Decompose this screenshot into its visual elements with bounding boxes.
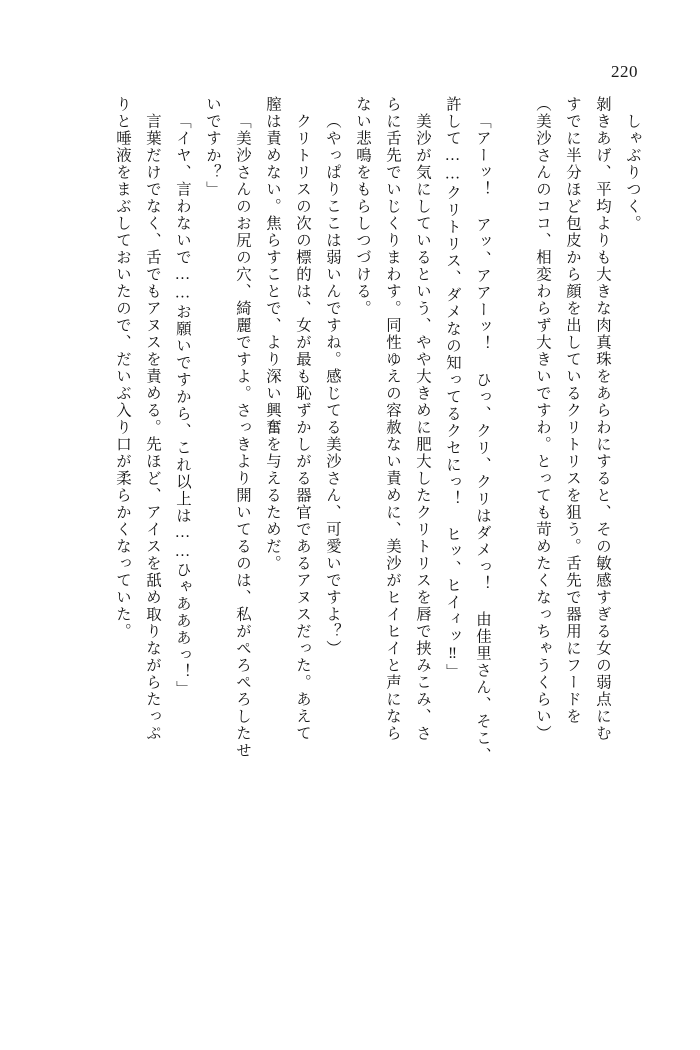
vertical-text-body xyxy=(60,96,640,976)
text-line: いですか？」 xyxy=(204,96,221,198)
text-line: （やっぱりここは弱いんですね。感じてる美沙さん、可愛いですよ？） xyxy=(324,113,341,657)
text-line: 許して……クリトリス、ダメなの知ってるクセにっ！ ヒッ、ヒイィッ‼」 xyxy=(444,96,461,681)
text-line: 「アーッ！ アッ、アアーッ！ ひっ、クリ、クリはダメっ！ 由佳里さん、そこ、 xyxy=(474,113,491,764)
text-line: （美沙さんのココ、相変わらず大きいですわ。とっても苛めたくなっちゃうくらい） xyxy=(534,96,551,742)
text-line: クリトリスの次の標的は、女が最も恥ずかしがる器官であるアヌスだった。あえて xyxy=(294,113,311,742)
page-number: 220 xyxy=(611,62,638,81)
text-line: りと唾液をまぶしておいたので、だいぶ入り口が柔らかくなっていた。 xyxy=(114,96,131,640)
text-line-blank xyxy=(490,96,520,976)
text-line: 膣は責めない。焦らすことで、より深い興奮を与えるためだ。 xyxy=(264,96,281,572)
text-line: らに舌先でいじくりまわす。同性ゆえの容赦ない責めに、美沙がヒイヒイと声になら xyxy=(384,96,401,742)
text-line: 剝きあげ、平均よりも大きな肉真珠をあらわにすると、その敏感すぎる女の弱点にむ xyxy=(594,96,611,742)
text-line: すでに半分ほど包皮から顔を出しているクリトリスを狙う。舌先で器用にフードを xyxy=(564,96,581,725)
text-line: 美沙が気にしているという、やや大きめに肥大したクリトリスを唇で挟みこみ、さ xyxy=(414,113,431,742)
text-line: 「イヤ、言わないで……お願いですから、これ以上は……ひゃあああっ！」 xyxy=(174,113,191,698)
text-line: 言葉だけでなく、舌でもアヌスを責める。先ほど、アイスを舐め取りながらたっぷ xyxy=(144,113,161,742)
text-line: しゃぶりつく。 xyxy=(624,113,641,232)
text-line: ない悲鳴をもらしつづける。 xyxy=(354,96,371,317)
text-line: 「美沙さんのお尻の穴、綺麗ですよ。さっきより開いてるのは、私がぺろぺろしたせ xyxy=(234,113,251,759)
